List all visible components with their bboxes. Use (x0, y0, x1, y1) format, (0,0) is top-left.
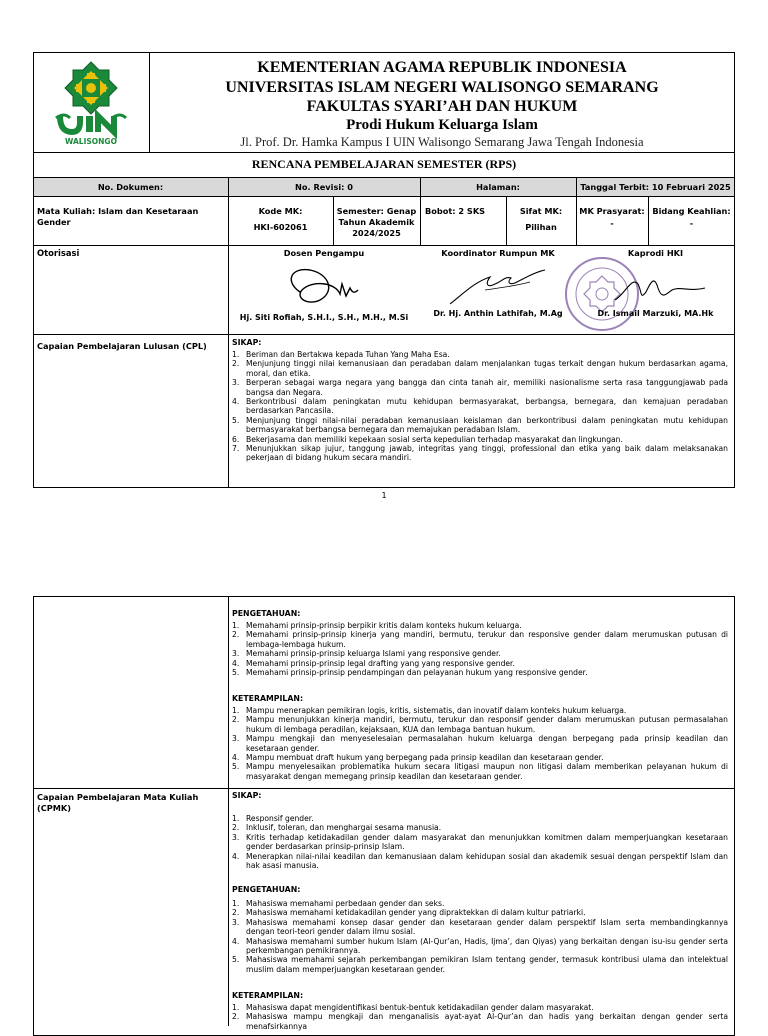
list-item: 5. Mahasiswa memahami sejarah perkembangan pemikiran Islam tentang gender, termasuk kontribusi ulama dan intelektual muslim dalam memperjuangkan kesetaraan gender. (232, 955, 728, 974)
list-item: 3. Memahami prinsip-prinsip keluarga Islami yang responsive gender. (232, 649, 501, 659)
no-revisi-label: No. Revisi: 0 (295, 182, 353, 192)
sifat-mk-label: Sifat MK: (519, 206, 563, 216)
cpl-label: Capaian Pembelajaran Lulusan (CPL) (37, 341, 207, 351)
kaprodi-name: Dr. Ismail Marzuki, MA.Hk (597, 309, 714, 318)
list-item: 5. Mampu menyelesaikan problematika hukum secara litigasi maupun non litigasi dalam memberikan pelayanan hukum di masyarakat dengan memegang prinsip keadilan dan kesetaraan gender. (232, 762, 728, 781)
list-item: 1. Mahasiswa memahami perbedaan gender dan seks. (232, 899, 445, 908)
list-item: 3. Kritis terhadap ketidakadilan gender dalam masyarakat dan menunjukkan komitmen dalam memperjuangkan kesetaraan gender berdasarkan prinsip-prinsip Islam. (232, 832, 728, 852)
kode-mk-value: HKI-602061 (253, 222, 308, 232)
page2-col-divider (228, 596, 229, 1026)
bobot-label: Bobot: 2 SKS (425, 206, 486, 216)
list-item: 1. Memahami prinsip-prinsip berpikir kritis dalam konteks hukum keluarga. (232, 621, 522, 630)
university-logo (50, 58, 132, 148)
semester-line-2: Tahun Akademik (338, 217, 415, 227)
sifat-mk-value: Pilihan (525, 222, 557, 232)
cpl-pengetahuan-list (232, 621, 728, 677)
course-div-3 (506, 196, 507, 245)
koordinator-label: Koordinator Rumpun MK (441, 248, 555, 258)
meta-row-bottom (33, 196, 735, 197)
list-item: 2. Mahasiswa memahami ketidakadilan gender yang dipraktekkan di dalam kultur patriarki. (232, 908, 586, 918)
list-item: 3. Mampu mengkaji dan menyeselesaian permasalahan hukum keluarga dengan berpegang pada prinsip keadilan dan kesetaraan gender. (232, 734, 728, 753)
mata-kuliah-label: Mata Kuliah: Islam dan Kesetaraan Gender (37, 206, 199, 227)
semester-line-3: 2024/2025 (352, 228, 401, 238)
list-item: 4. Mampu membuat draft hukum yang berpegang pada prinsip keadilan dan kesetaraan gender. (232, 753, 604, 763)
list-item: 1. Mahasiswa dapat mengidentifikasi bentuk-bentuk ketidakadilan gender dalam masyarakat. (232, 1003, 594, 1012)
cpmk-keterampilan-list (232, 1003, 728, 1031)
prasyarat-label: MK Prasyarat: (579, 206, 645, 216)
cpmk-pengetahuan-title: PENGETAHUAN: (232, 885, 301, 894)
cpl-pengetahuan-title: PENGETAHUAN: (232, 609, 301, 618)
cpmk-pengetahuan-list (232, 899, 728, 974)
ministry-title: KEMENTERIAN AGAMA REPUBLIK INDONESIA (257, 59, 627, 76)
cpl-sikap-list (232, 350, 728, 463)
bidang-keahlian-value: - (689, 218, 694, 228)
otorisasi-label: Otorisasi (37, 248, 80, 258)
semester-line-1: Semester: Genap (336, 206, 417, 216)
list-item: 2. Menjunjung tinggi nilai kemanusiaan dan peradaban dalam menjalankan tugas terkait dengan hukum berdasarkan agama, moral, dan etika. (232, 359, 728, 378)
list-item: 5. Memahami prinsip-prinsip pendampingan dan pelayanan hukum yang responsive gender. (232, 668, 588, 678)
logo-text: WALISONGO (65, 137, 117, 146)
kaprodi-signature (610, 264, 710, 312)
list-item: 2. Mahasiswa mampu mengkaji dan menganalisis ayat-ayat Al-Qur’an dan hadis yang berkaitan dengan gender serta menafsirkannya (232, 1012, 728, 1031)
cpl-keterampilan-list (232, 706, 728, 781)
header-bottom-line (33, 152, 735, 153)
page-number: 1 (381, 491, 387, 500)
list-item: 1. Responsif gender. (232, 814, 314, 823)
program-title: Prodi Hukum Keluarga Islam (346, 117, 538, 133)
cpmk-sikap-title: SIKAP: (232, 791, 262, 800)
dosen-name: Hj. Siti Rofiah, S.H.I., S.H., M.H., M.Si (239, 313, 409, 322)
list-item: 2. Mampu menunjukkan kinerja mandiri, bermutu, terukur dan responsif gender dalam merumuskan putusan permasalahan hukum di lembaga peradilan, kejaksaan, KUA dan lembaga bantuan hukum. (232, 715, 728, 734)
address-line: Jl. Prof. Dr. Hamka Kampus I UIN Walisongo Semarang Jawa Tengah Indonesia (240, 135, 644, 149)
kaprodi-label: Kaprodi HKI (627, 248, 684, 258)
cpmk-keterampilan-title: KETERAMPILAN: (232, 991, 304, 1000)
cpmk-label: Capaian Pembelajaran Mata Kuliah (CPMK) (37, 792, 199, 813)
prasyarat-value: - (610, 218, 614, 228)
course-row-bottom (33, 245, 735, 246)
dosen-signature (280, 262, 380, 310)
faculty-title: FAKULTAS SYARI’AH DAN HUKUM (306, 98, 578, 115)
dosen-pengampu-label: Dosen Pengampu (283, 248, 365, 258)
tanggal-terbit-label: Tanggal Terbit: 10 Februari 2025 (580, 182, 731, 192)
course-div-2 (420, 196, 421, 245)
university-title: UNIVERSITAS ISLAM NEGERI WALISONGO SEMARANG (225, 79, 659, 96)
list-item: 4. Menerapkan nilai-nilai keadilan dan kemanusiaan dalam kehidupan sosial dan akademik sesuai dengan perspektif Islam dan hak asasi manusia. (232, 851, 728, 871)
list-item: 3. Berperan sebagai warga negara yang bangga dan cinta tanah air, memiliki nasionalisme serta rasa tanggungjawab pada bangsa dan Negara. (232, 378, 728, 397)
cpmk-row-top (33, 788, 735, 789)
list-item: 4. Mahasiswa memahami sumber hukum Islam (Al-Qur’an, Hadis, Ijma’, dan Qiyas) yang berkaitan dengan isu-isu gender serta perkembangan pemikirannya. (232, 936, 728, 956)
list-item: 4. Memahami prinsip-prinsip legal drafting yang yang responsive gender. (232, 658, 515, 668)
list-item: 3. Mahasiswa memahami konsep dasar gender dan kesetaraan gender dalam perspektif Islam serta membandingkannya dengan teori-teori gender dalam ilmu sosial. (232, 917, 728, 937)
halaman-label: Halaman: (476, 182, 520, 192)
list-item: 4. Berkontribusi dalam peningkatan mutu kehidupan bermasyarakat, berbangsa, bernegara, dan kemajuan peradaban berdasarkan Pancasila. (232, 397, 728, 416)
bidang-keahlian-label: Bidang Keahlian: (652, 206, 731, 216)
cpl-sikap-title: SIKAP: (232, 338, 262, 347)
doc-title: RENCANA PEMBELAJARAN SEMESTER (RPS) (251, 157, 517, 171)
list-item: 1. Mampu menerapkan pemikiran logis, kritis, sistematis, dan inovatif dalam konteks hukum keluarga. (232, 706, 627, 715)
list-item: 5. Menjunjung tinggi nilai-nilai peradaban kemanusiaan keislaman dan berkontribusi dalam peningkatan mutu kehidupan bermasyarakat berbangsa bernegara dan memajukan peradaban Islam. (232, 415, 728, 435)
list-item: 2. Memahami prinsip-prinsip kinerja yang mandiri, bermutu, terukur dan responsive gender dalam merumuskan putusan di lembaga-lembaga hukum. (232, 630, 728, 649)
list-item: 1. Beriman dan Bertakwa kepada Tuhan Yang Maha Esa. (232, 350, 450, 359)
otorisasi-row-bottom (33, 334, 735, 335)
koordinator-signature (445, 262, 555, 310)
cpmk-sikap-list (232, 814, 728, 870)
cpl-keterampilan-title: KETERAMPILAN: (232, 694, 304, 703)
no-dokumen-label: No. Dokumen: (97, 182, 164, 192)
list-item: 6. Bekerjasama dan memiliki kepekaan sosial serta kepedulian terhadap masyarakat dan lingkungan. (232, 434, 623, 444)
list-item: 2. Inklusif, toleran, dan menghargai sesama manusia. (232, 823, 442, 833)
koordinator-name: Dr. Hj. Anthin Lathifah, M.Ag (433, 309, 563, 318)
kode-mk-label: Kode MK: (258, 206, 303, 216)
list-item: 7. Menunjukkan sikap jujur, tanggung jawab, integritas yang tinggi, professional dan etika yang baik dalam melaksanakan pekerjaan di bidang hukum secara mandiri. (232, 444, 728, 463)
